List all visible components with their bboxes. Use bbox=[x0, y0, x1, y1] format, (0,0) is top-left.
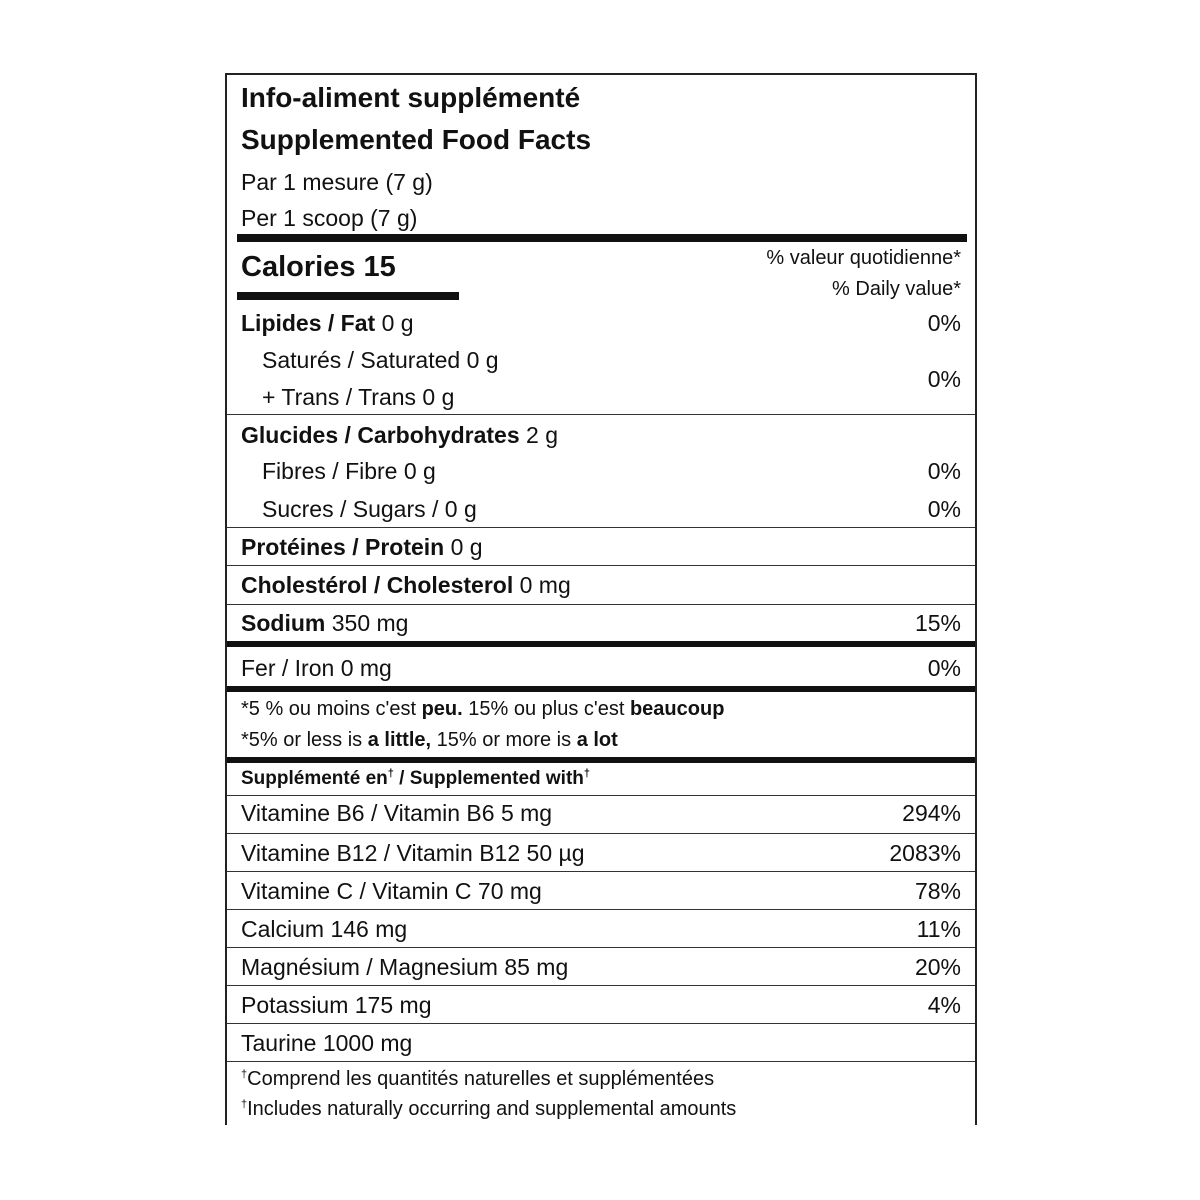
protein-label: Protéines / Protein bbox=[241, 534, 445, 560]
divider bbox=[227, 1023, 975, 1024]
protein-amount: 0 g bbox=[444, 534, 483, 560]
divider bbox=[227, 947, 975, 948]
divider bbox=[227, 604, 975, 605]
divider bbox=[227, 527, 975, 528]
title-fr: Info-aliment supplémenté bbox=[241, 82, 581, 113]
supplemented-heading bbox=[241, 768, 590, 790]
title-en: Supplemented Food Facts bbox=[241, 124, 592, 155]
serving-size-en: Per 1 scoop (7 g) bbox=[241, 205, 418, 231]
thick-divider bbox=[237, 234, 967, 242]
dv-note-en-text: 15% or more is bbox=[431, 729, 577, 751]
calories-underline bbox=[237, 292, 459, 300]
thick-divider bbox=[227, 686, 975, 692]
divider bbox=[227, 833, 975, 834]
supplement-name: Vitamine B6 / Vitamin B6 5 mg bbox=[241, 800, 553, 826]
dagger-mark: † bbox=[241, 1098, 248, 1111]
footnote-en-text: Includes naturally occurring and supplemental amounts bbox=[247, 1098, 737, 1120]
divider bbox=[227, 1061, 975, 1062]
nutrition-facts-label bbox=[225, 73, 977, 1125]
supplement-pct: 20% bbox=[914, 954, 961, 980]
dv-note-en-high: a lot bbox=[576, 729, 618, 751]
supplement-pct: 2083% bbox=[889, 840, 961, 866]
supplement-pct: 4% bbox=[927, 992, 961, 1018]
supplement-name: Magnésium / Magnesium 85 mg bbox=[241, 954, 569, 980]
divider bbox=[227, 565, 975, 566]
dv-note-fr bbox=[241, 698, 724, 721]
iron-label: Fer / Iron 0 mg bbox=[241, 655, 392, 681]
dagger-mark: † bbox=[583, 767, 591, 780]
dagger-mark: † bbox=[241, 1068, 248, 1081]
dv-note-en bbox=[241, 729, 618, 752]
dv-header-en: % Daily value* bbox=[832, 278, 961, 300]
divider bbox=[227, 871, 975, 872]
sodium-label: Sodium bbox=[241, 610, 326, 636]
carbs-amount: 2 g bbox=[519, 422, 559, 448]
dv-note-fr-low: peu. bbox=[421, 698, 463, 720]
saturated-label: Saturés / Saturated 0 g bbox=[262, 347, 499, 373]
sodium-pct: 15% bbox=[914, 610, 961, 636]
footnote-fr-text: Comprend les quantités naturelles et supplémentées bbox=[247, 1068, 715, 1090]
sodium-amount: 350 mg bbox=[325, 610, 409, 636]
supplement-name: Potassium 175 mg bbox=[241, 992, 432, 1018]
dv-note-en-text: *5% or less is bbox=[241, 729, 368, 751]
supplement-pct: 78% bbox=[914, 878, 961, 904]
divider bbox=[227, 414, 975, 415]
supplement-pct: 294% bbox=[902, 800, 961, 826]
dv-note-en-low: a little, bbox=[367, 729, 432, 751]
calories: Calories 15 bbox=[241, 251, 396, 283]
divider bbox=[227, 985, 975, 986]
footnote-fr bbox=[241, 1068, 714, 1091]
serving-size-fr: Par 1 mesure (7 g) bbox=[241, 169, 433, 195]
supplemented-heading-en: / Supplemented with bbox=[393, 768, 584, 789]
divider bbox=[227, 795, 975, 796]
supplement-pct: 11% bbox=[916, 916, 961, 942]
sat-trans-pct: 0% bbox=[927, 366, 961, 392]
fibre-label: Fibres / Fibre 0 g bbox=[262, 458, 436, 484]
sugars-pct: 0% bbox=[927, 496, 961, 522]
supplemented-heading-fr: Supplémenté en bbox=[241, 768, 388, 789]
supplement-name: Taurine 1000 mg bbox=[241, 1030, 413, 1056]
footnote-en bbox=[241, 1098, 736, 1121]
trans-label: + Trans / Trans 0 g bbox=[262, 384, 455, 410]
dv-note-fr-text: 15% ou plus c'est bbox=[462, 698, 630, 720]
sugars-label: Sucres / Sugars / 0 g bbox=[262, 496, 477, 522]
dv-header-fr: % valeur quotidienne* bbox=[766, 247, 961, 269]
fat-pct: 0% bbox=[927, 310, 961, 336]
supplement-name: Vitamine C / Vitamin C 70 mg bbox=[241, 878, 542, 904]
dagger-mark: † bbox=[387, 767, 394, 780]
thick-divider bbox=[227, 757, 975, 763]
fat-amount: 0 g bbox=[375, 310, 414, 336]
cholesterol-amount: 0 mg bbox=[513, 572, 571, 598]
supplement-name: Calcium 146 mg bbox=[241, 916, 408, 942]
fibre-pct: 0% bbox=[927, 458, 961, 484]
iron-pct: 0% bbox=[927, 655, 961, 681]
fat-label: Lipides / Fat bbox=[241, 310, 376, 336]
supplement-name: Vitamine B12 / Vitamin B12 50 µg bbox=[241, 840, 585, 866]
dv-note-fr-text: *5 % ou moins c'est bbox=[241, 698, 422, 720]
divider bbox=[227, 909, 975, 910]
cholesterol-label: Cholestérol / Cholesterol bbox=[241, 572, 514, 598]
thick-divider bbox=[227, 641, 975, 647]
dv-note-fr-high: beaucoup bbox=[629, 698, 725, 720]
carbs-label: Glucides / Carbohydrates bbox=[241, 422, 520, 448]
